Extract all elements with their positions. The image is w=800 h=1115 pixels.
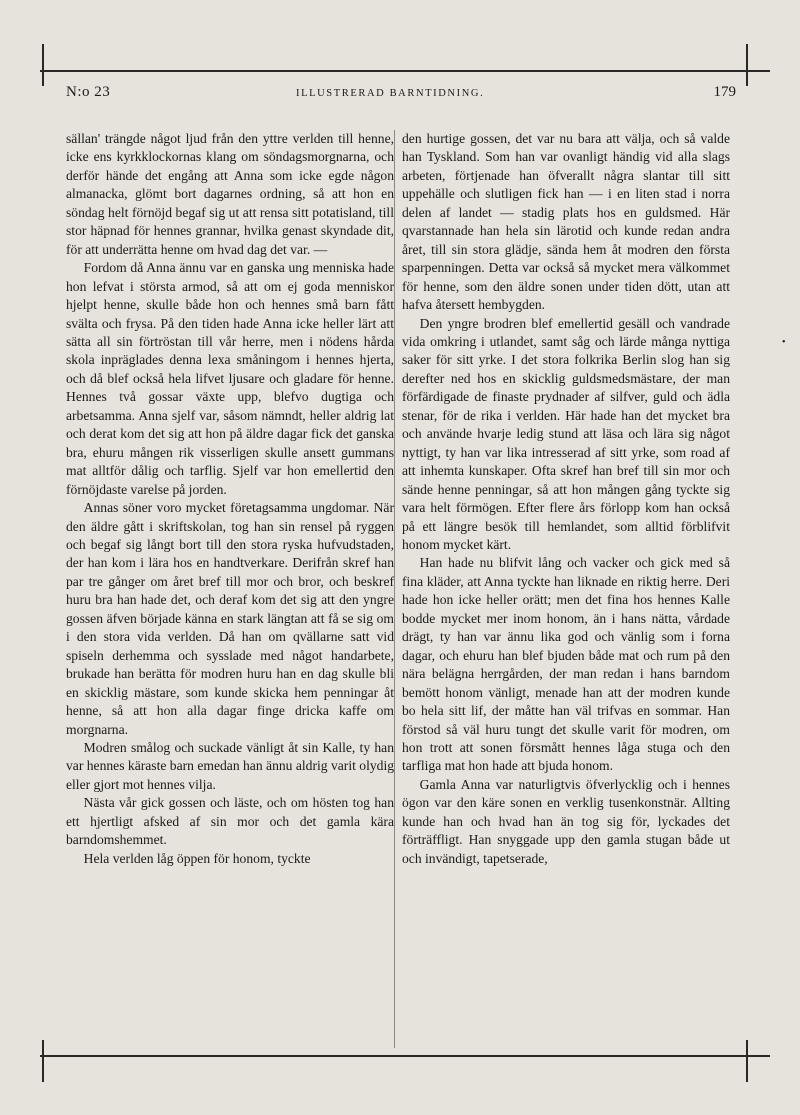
paragraph: Han hade nu blifvit lång och vacker och gick med så fina kläder, att Anna tyckte han liknade en riktig herre. Deri hade hon icke heller orätt; men det fina hos hennes Kalle bodde mycket mer inom honom, än i hans nätta, vårdade drägt, ty han var ännu lika god och vänlig som i forna dagar, och ehuru han blef bjuden både mat och rum på den nära belägna herrgården, der man redan i hans barndom bemött honom vänligt, menade han att der modren kunde bo hela sitt lif, der måtte han väl trifvas en sommar. Han förstod så väl huru tungt det skulle varit för modren, om hon trott att sonen försmått hennes låga stuga och den tarfliga mat hon hade att bjuda honom. — [402, 555, 730, 774]
top-rule — [40, 70, 770, 72]
crop-mark-bottom-right — [746, 1040, 748, 1082]
paragraph: Hela verlden låg öppen för honom, tyckte — [83, 850, 311, 866]
paragraph: den hurtige gossen, det var nu bara att välja, och så valde han Tyskland. Som han var ovanligt händig vid alla slags arbeten, förtjenade han öfverallt några slantar till sitt uppehälle och slutligen fick han — i en liten stad i norra delen af landet — stadig plats hos en guldsmed. Här qvarstannade han hela sin lärotid och kunde redan andra året, till sin stora glädje, sända hem åt modren den första sparpenningen. Detta var också så mycket mera välkommet för henne, som den äldre sonen under tiden dött, utan att hafva återsett hembygden. — [402, 131, 730, 313]
right-column — [402, 130, 730, 868]
issue-number: N:o 23 — [66, 84, 111, 100]
page-number: 179 — [713, 84, 736, 100]
crop-mark-top-left — [42, 44, 44, 86]
paragraph: Annas söner voro mycket företagsamma ungdomar. När den äldre gått i skriftskolan, tog han sin rensel på ryggen och begaf sig långt bort till den stora ryska hufvudstaden, der han kom i lära hos en handtverkare. Derifrån skref han par tre gånger om året bref till mor och bror, och beskref huru bra han hade det, och deraf kom det sig att den yngre gossen äfven började känna en stark längtan att få se sig om i den stora vida verlden. Då han om qvällarne satt vid spiseln derhemma och sysslade med något handarbete, brukade han berätta för modren huru han en dag skulle bli en skicklig mästare, som kunde skicka hem penningar åt henne, så att hon alla dagar finge dricka kaffe om morgnarna. — [66, 500, 394, 737]
paragraph: Modren smålog och suckade vänligt åt sin Kalle, ty han var hennes käraste barn emedan han ännu aldrig varit olydig eller gjort mot hennes vilja. — [66, 739, 395, 792]
crop-mark-bottom-left — [42, 1040, 44, 1082]
paragraph: Gamla Anna var naturligtvis öfverlycklig och i hennes ögon var den käre sonen en verklig tusenkonstnär. Allting kunde han och hvad han än tog sig för, lyckades det förträffligt. Han snyggade upp den gamla stugan både ut och invändigt, tapetserade, — [402, 776, 730, 866]
left-column — [66, 130, 394, 868]
paragraph: Fordom då Anna ännu var en ganska ung menniska hade hon lefvat i största armod, så att om ej goda menniskor hjelpt henne, skulle både hon och hennes små barn fått svälta och frysa. På den tiden hade Anna icke heller lärt att sätta all sin förtröstan till vår herre, men i nödens hårda skola inpräglades denna lexa småningom i hennes hjerta, och då blef också hela lifvet ljusare och gladare för henne. Hennes två gossar växte upp, blefvo dugtiga och arbetsamma. Anna sjelf var, såsom nämndt, heller aldrig lat och derat kom det sig att hon på äldre dagar fick det ganska bra, ehuru mången rik visserligen skulle ansett gummans mat alltför dålig och tarflig. Sjelf var hon emellertid den förnöjdaste varelse på jorden. — [66, 260, 394, 497]
paragraph: sällan' trängde något ljud från den yttre verlden till henne, icke ens kyrkklockornas klang om söndagsmorgnarna, och derför hände det engång att Anna som icke egde någon almanacka, glömt bort dagarnes ordning, så att hon en söndag helt förnöjd begaf sig ut att rensa sitt potatisland, till stor häpnad för hennes grannar, hvilka genast skyndade dit, för att underrätta henne om hvad dag det var. — — [66, 131, 394, 257]
paragraph: Den yngre brodren blef emellertid gesäll och vandrade vida omkring i utlandet, samt såg och lärde många nyttiga saker för sitt yrke. I det stora folkrika Berlin slog han sig derefter ned hos en skicklig guldsmedsmästare, der man förfärdigade de finaste prydnader af silfver, guld och ädla stenar, för de rika i verlden. Här hade han det mycket bra och använde hvarje ledig stund att läsa och lära sig något nyttigt, ty han var lika intresserad af sitt yrke, som road af att inhemta kunskaper. Ofta skref han bref till sin mor och sände henne penningar, så att hon mången gång tyckte sig vara helt förmögen. Efter flere års förlopp kom han också på ett längre besök till hemlandet, som alltid förblifvit honom mycket kärt. — [402, 315, 730, 552]
column-divider — [394, 130, 395, 1048]
bottom-rule — [40, 1055, 770, 1057]
crop-mark-top-right — [746, 44, 748, 86]
paragraph: Nästa vår gick gossen och läste, och om hösten tog han ett hjertligt afsked af sin mor och det gamla kära barndomshemmet. — [66, 795, 394, 848]
page-header — [66, 84, 736, 108]
journal-title: ILLUSTRERAD BARNTIDNING. — [296, 88, 485, 99]
margin-speck: • — [782, 337, 786, 348]
